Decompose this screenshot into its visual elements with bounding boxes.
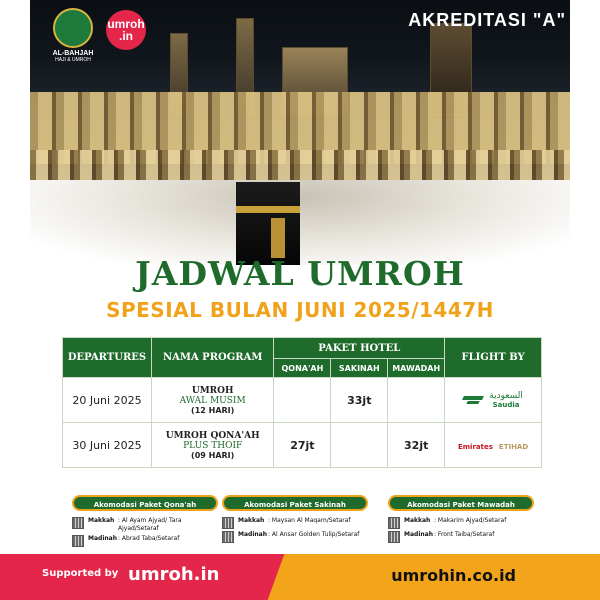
row-program	[151, 378, 274, 423]
emirates-logo: Emirates	[457, 442, 493, 451]
accreditation-main: AKREDITASI "A"	[408, 10, 566, 30]
header-mawadah: MAWADAH	[388, 359, 445, 378]
accommodation-makkah	[72, 517, 222, 533]
emirates-etihad-logos	[458, 443, 528, 451]
city-label: Makkah	[238, 517, 265, 524]
program-duration: (12 HARI)	[191, 405, 235, 415]
program-name: UMROH	[191, 385, 234, 396]
etihad-logo: ETIHAD	[498, 442, 529, 451]
website-link[interactable]: umrohin.co.id	[391, 566, 516, 585]
price-sakinah: 33jt	[331, 378, 388, 423]
umrohin-logo	[106, 10, 146, 50]
saudia-mark-icon	[463, 393, 483, 407]
flight-cell	[445, 423, 542, 468]
albahjah-name: AL-BAHJAH	[52, 50, 94, 57]
saudia-arabic: السعودية	[489, 390, 523, 401]
flight-cell	[445, 378, 542, 423]
accommodation-makkah	[388, 517, 538, 529]
footer-left	[0, 554, 300, 600]
umrohin-brand: umroh.in	[128, 564, 220, 585]
header-departures: DEPARTURES	[63, 338, 152, 378]
hotel-value: : Front Taiba/Setaraf	[434, 531, 495, 538]
hotel-value: : Abrad Taba/Setaraf	[118, 535, 180, 542]
program-subname: AWAL MUSIM	[179, 395, 246, 406]
table-row	[63, 378, 542, 423]
saudia-logo	[463, 391, 523, 409]
city-label: Makkah	[88, 517, 115, 524]
accommodation-madinah	[388, 531, 538, 543]
row-program	[151, 423, 274, 468]
schedule-table	[62, 337, 542, 468]
hotel-icon	[388, 531, 400, 543]
program-subname: PLUS THOIF	[183, 440, 243, 451]
table-row	[63, 423, 542, 468]
row-date: 20 Juni 2025	[63, 378, 152, 423]
hotel-icon	[222, 517, 234, 529]
price-mawadah	[388, 378, 445, 423]
hotel-icon	[72, 535, 84, 547]
hotel-value: : Al Ayam Ajyad/ Tara Ajyad/Setaraf	[118, 517, 182, 532]
hotel-value: : Maysan Al Maqam/Setaraf	[268, 517, 351, 524]
city-label: Madinah	[238, 531, 267, 538]
albahjah-subtitle: HAJI & UMROH	[55, 57, 91, 63]
program-duration: (09 HARI)	[191, 450, 235, 460]
footer	[0, 554, 600, 600]
header-program: NAMA PROGRAM	[151, 338, 274, 378]
albahjah-logo	[48, 8, 98, 63]
supported-by-label: Supported by	[42, 568, 119, 579]
price-qonaah: 27jt	[274, 423, 331, 468]
header-qonaah: QONA'AH	[274, 359, 331, 378]
hotel-icon	[388, 517, 400, 529]
accommodation-title: Akomodasi Paket Qona'ah	[72, 495, 218, 511]
footer-right	[300, 554, 600, 600]
accommodation-title: Akomodasi Paket Mawadah	[388, 495, 534, 511]
hotel-value: : Al Ansar Golden Tulip/Setaraf	[268, 531, 360, 538]
header-flight: FLIGHT BY	[445, 338, 542, 378]
hotel-value: : Makarim Ajyad/Setaraf	[434, 517, 507, 524]
city-label: Makkah	[404, 517, 431, 524]
accommodation-title: Akomodasi Paket Sakinah	[222, 495, 368, 511]
accommodation-section	[72, 495, 542, 559]
hotel-icon	[72, 517, 84, 529]
row-date: 30 Juni 2025	[63, 423, 152, 468]
price-mawadah: 32jt	[388, 423, 445, 468]
city-label: Madinah	[404, 531, 433, 538]
albahjah-emblem-icon	[53, 8, 93, 48]
hotel-icon	[222, 531, 234, 543]
price-sakinah	[331, 423, 388, 468]
accommodation-madinah	[72, 535, 222, 547]
header-paket-hotel: PAKET HOTEL	[274, 338, 445, 359]
city-label: Madinah	[88, 535, 117, 542]
price-qonaah	[274, 378, 331, 423]
header-sakinah: SAKINAH	[331, 359, 388, 378]
kaaba-icon	[236, 182, 300, 265]
accreditation	[408, 10, 566, 31]
accommodation-makkah	[222, 517, 372, 529]
accommodation-mawadah	[388, 495, 538, 545]
accommodation-madinah	[222, 531, 372, 543]
saudia-label: Saudia	[492, 400, 520, 409]
accommodation-sakinah	[222, 495, 372, 545]
page-title: JADWAL UMROH	[135, 254, 465, 293]
kaaba-band	[236, 206, 300, 213]
accommodation-qonaah	[72, 495, 222, 549]
page-subtitle: SPESIAL BULAN JUNI 2025/1447H	[106, 298, 494, 322]
umrohin-logo-line1: umroh	[107, 17, 145, 31]
umrohin-logo-line2: .in	[119, 29, 133, 43]
program-name: UMROH QONA'AH	[165, 430, 260, 441]
kaaba-door	[271, 218, 285, 258]
courtyard	[30, 180, 570, 265]
